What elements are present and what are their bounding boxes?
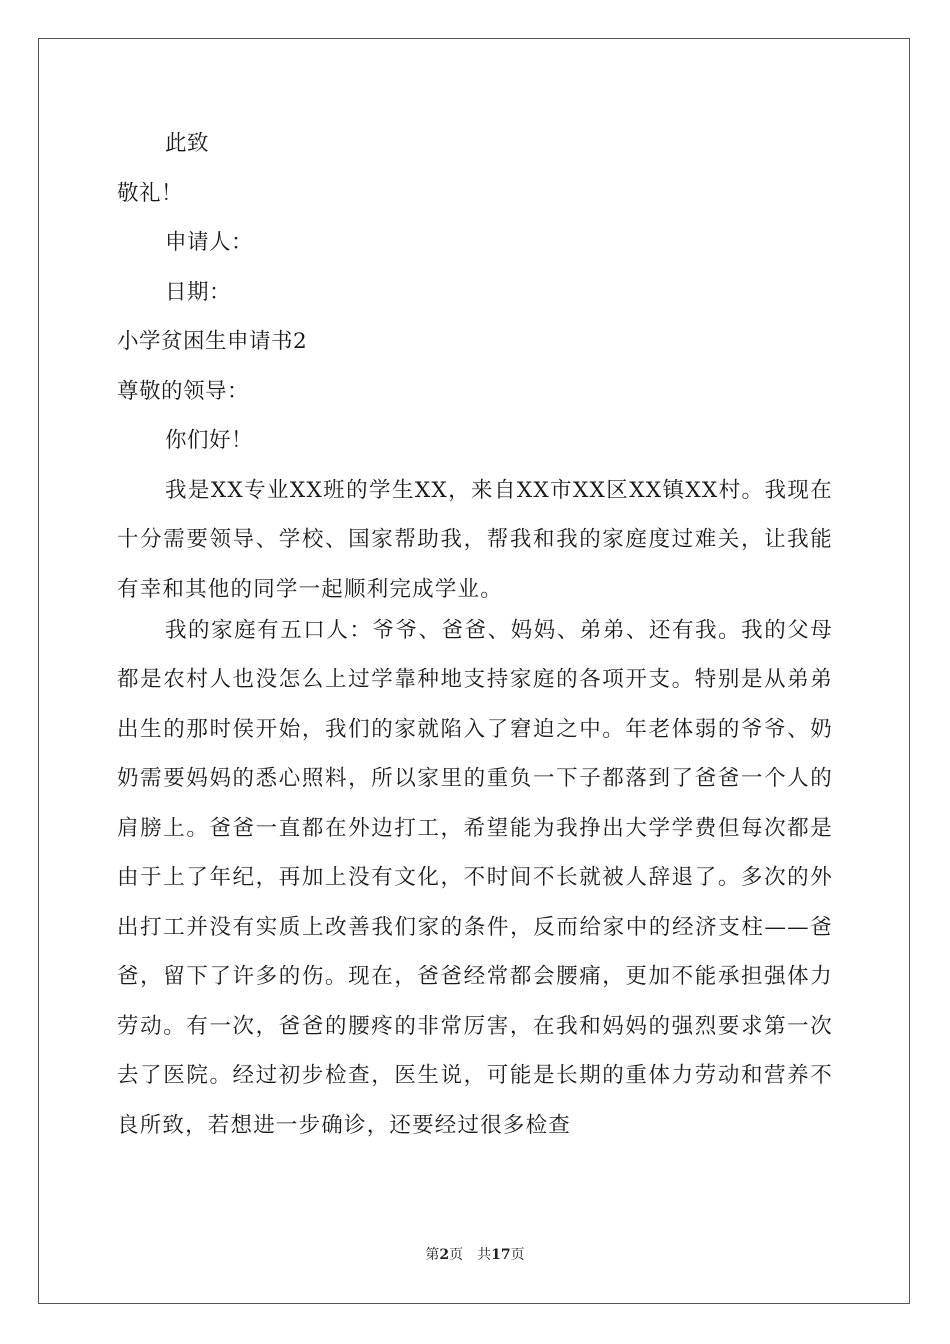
closing-regards: 敬礼！ — [117, 180, 184, 206]
paragraph-family-situation: 我的家庭有五口人：爷爷、爸爸、妈妈、弟弟、还有我。我的父母都是农村人也没怎么上过学靠种地支持家庭的各项开支。特别是从弟弟出生的那时侯开始，我们的家就陷入了窘迫之中。年老体弱的爷爷、奶奶需要妈妈的悉心照料，所以家里的重负一下子都落到了爸爸一个人的肩膀上。爸爸一直都在外边打工，希望能为我挣出大学学费但每次都是由于上了年纪，再加上没有文化，不时间不长就被人辞退了。多次的外出打工并没有实质上改善我们家的条件，反而给家中的经济支柱——爸爸，留下了许多的伤。现在，爸爸经常都会腰痛，更加不能承担强体力劳动。有一次，爸爸的腰疼的非常厉害，在我和妈妈的强烈要求第一次去了医院。经过初步检查，医生说，可能是长期的重体力劳动和营养不良所致，若想进一步确诊，还要经过很多检查 — [117, 617, 833, 1138]
date-label: 日期： — [165, 279, 232, 305]
document-body — [117, 128, 833, 1150]
total-prefix: 共 — [477, 1247, 492, 1263]
section-title: 小学贫困生申请书2 — [117, 329, 308, 354]
page-prefix: 第 — [425, 1247, 440, 1263]
greeting: 你们好！ — [165, 428, 254, 453]
addressee: 尊敬的领导： — [117, 378, 250, 404]
page-current: 2 — [439, 1247, 450, 1263]
closing-salute: 此致 — [165, 131, 210, 156]
paragraph-introduction: 我是XX专业XX班的学生XX，来自XX市XX区XX镇XX村。我现在十分需要领导、学校、国家帮助我，帮我和我的家庭度过难关，让我能有幸和其他的同学一起顺利完成学业。 — [117, 477, 833, 602]
applicant-label: 申请人： — [165, 230, 254, 255]
page-suffix: 页 — [449, 1247, 464, 1263]
page-total: 17 — [491, 1247, 511, 1263]
page-footer — [0, 1244, 950, 1264]
total-suffix: 页 — [510, 1247, 525, 1263]
